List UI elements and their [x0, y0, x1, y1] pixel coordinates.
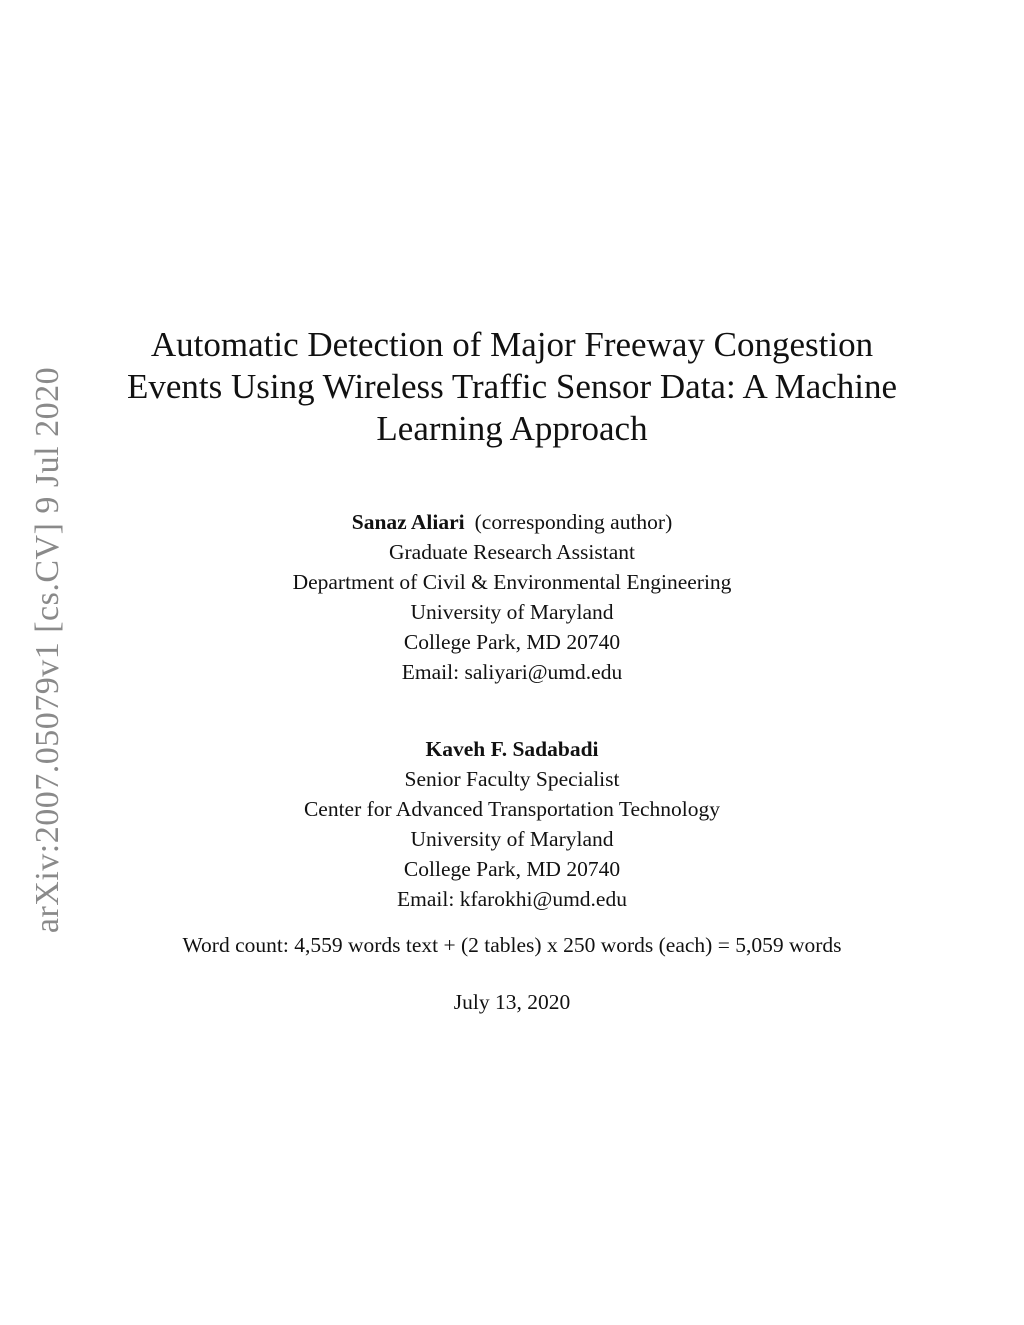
author-address: College Park, MD 20740 [403, 857, 621, 881]
author-name-line [162, 734, 862, 764]
arxiv-identifier-stamp: arXiv:2007.05079v1 [cs.CV] 9 Jul 2020 [29, 366, 66, 934]
word-count: Word count: 4,559 words text + (2 tables) x 250 words (each) = 5,059 words [182, 933, 842, 957]
author-name-line [162, 507, 862, 537]
author-email: Email: kfarokhi@umd.edu [397, 887, 627, 911]
title-line: Learning Approach [376, 409, 648, 448]
author-university: University of Maryland [410, 827, 614, 851]
author-university: University of Maryland [410, 600, 614, 624]
author-email: Email: saliyari@umd.edu [401, 660, 623, 684]
author-position: Graduate Research Assistant [389, 540, 635, 564]
title-line: Events Using Wireless Traffic Sensor Data: A Machine [126, 367, 898, 406]
author-department: Department of Civil & Environmental Engineering [292, 570, 732, 594]
title-line: Automatic Detection of Major Freeway Congestion [150, 325, 874, 364]
author-address: College Park, MD 20740 [403, 630, 621, 654]
paper-title [112, 324, 912, 450]
paper-date: July 13, 2020 [453, 990, 571, 1014]
author-block-second [162, 734, 862, 914]
author-department: Center for Advanced Transportation Technology [303, 797, 721, 821]
author-name: Sanaz Aliari [351, 510, 465, 534]
author-position: Senior Faculty Specialist [404, 767, 620, 791]
author-note: (corresponding author) [474, 510, 673, 534]
author-block-first [162, 507, 862, 687]
author-name: Kaveh F. Sadabadi [425, 737, 599, 761]
